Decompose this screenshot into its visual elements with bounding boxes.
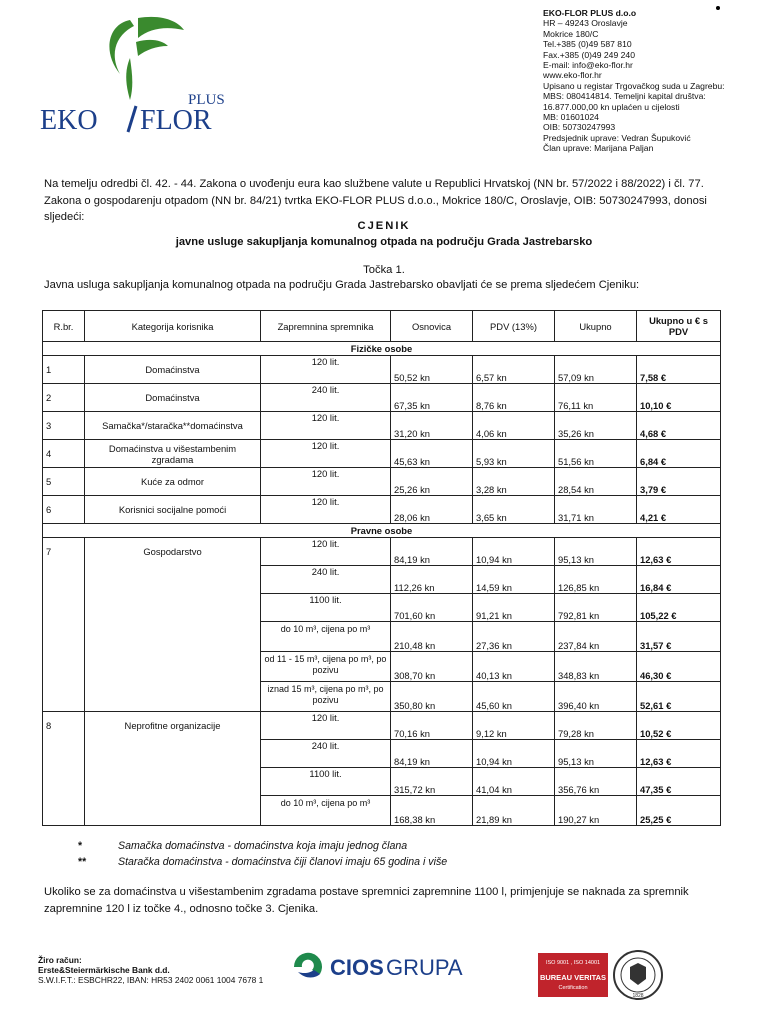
col-zapremnina: Zapremnina spremnika: [261, 311, 391, 342]
cell-ukupno: 31,71 kn: [555, 496, 637, 524]
cell-ukupno: 356,76 kn: [555, 768, 637, 796]
table-row: [43, 652, 721, 682]
cell-zapremnina: iznad 15 m³, cijena po m³, po pozivu: [261, 682, 391, 712]
cell-pdv: 27,36 kn: [473, 622, 555, 652]
cell-osnovica: 210,48 kn: [391, 622, 473, 652]
cell-zapremnina: 240 lit.: [261, 384, 391, 412]
cell-ukupno: 126,85 kn: [555, 566, 637, 594]
doc-subtitle: javne usluge sakupljanja komunalnog otpada na području Grada Jastrebarsko: [175, 236, 593, 248]
bank-label: Žiro račun:: [38, 955, 82, 965]
cell-zapremnina: 120 lit.: [261, 712, 391, 740]
company-line: Fax.+385 (0)49 249 240: [543, 49, 635, 60]
cell-ukupno: 51,56 kn: [555, 440, 637, 468]
cell-osnovica: 168,38 kn: [391, 796, 473, 826]
cell-kategorija: [85, 768, 261, 796]
cell-kategorija: [85, 796, 261, 826]
cell-osnovica: 28,06 kn: [391, 496, 473, 524]
cell-osnovica: 84,19 kn: [391, 538, 473, 566]
cell-pdv: 10,94 kn: [473, 740, 555, 768]
company-line: www.eko-flor.hr: [543, 70, 602, 81]
cell-rbr: [43, 682, 85, 712]
cell-osnovica: 701,60 kn: [391, 594, 473, 622]
cell-rbr: [43, 566, 85, 594]
col-kategorija: Kategorija korisnika: [85, 311, 261, 342]
cell-ukupno-eur: 31,57 €: [637, 622, 721, 652]
cell-zapremnina: od 11 - 15 m³, cijena po m³, po pozivu: [261, 652, 391, 682]
cell-ukupno-eur: 105,22 €: [637, 594, 721, 622]
cell-osnovica: 350,80 kn: [391, 682, 473, 712]
cell-osnovica: 308,70 kn: [391, 652, 473, 682]
cell-rbr: 5: [43, 468, 85, 496]
ukoliko-paragraph: Ukoliko se za domaćinstva u višestambenim zgradama postave spremnici zapremnine 1100 l, primjenjuje se naknada za spremnik zapremnine 120 l iz točke 4., odnosno točke 3. Cjenika.: [44, 886, 689, 915]
company-line: MBS: 080414814. Temeljni kapital društva:: [543, 91, 706, 102]
cell-pdv: 41,04 kn: [473, 768, 555, 796]
col-ukupno-eur: Ukupno u € s PDV: [637, 311, 721, 342]
table-row: [43, 796, 721, 826]
cell-ukupno-eur: 12,63 €: [637, 538, 721, 566]
cell-pdv: 3,28 kn: [473, 468, 555, 496]
cell-ukupno-eur: 16,84 €: [637, 566, 721, 594]
table-row: [43, 384, 721, 412]
cell-ukupno: 95,13 kn: [555, 538, 637, 566]
table-row: [43, 496, 721, 524]
footnote-text: Staračka domaćinstva - domaćinstva čiji članovi imaju 65 godina i više: [118, 856, 448, 868]
cios-grupa-logo: [290, 950, 500, 984]
cell-ukupno-eur: 4,21 €: [637, 496, 721, 524]
cell-ukupno-eur: 25,25 €: [637, 796, 721, 826]
cios-b: GRUPA: [386, 955, 463, 980]
cell-kategorija: [85, 594, 261, 622]
company-line: Upisano u registar Trgovačkog suda u Zagrebu:: [543, 80, 725, 91]
cell-ukupno: 348,83 kn: [555, 652, 637, 682]
cell-rbr: [43, 594, 85, 622]
cell-pdv: 40,13 kn: [473, 652, 555, 682]
cell-ukupno: 35,26 kn: [555, 412, 637, 440]
cios-a: CIOS: [330, 955, 384, 980]
company-line: MB: 01601024: [543, 112, 599, 123]
footnote-mark: **: [78, 856, 87, 868]
cell-zapremnina: 120 lit.: [261, 412, 391, 440]
footnote-mark: *: [78, 840, 83, 852]
company-line: HR – 49243 Oroslavje: [543, 18, 628, 29]
cell-osnovica: 45,63 kn: [391, 440, 473, 468]
cell-osnovica: 315,72 kn: [391, 768, 473, 796]
cell-osnovica: 31,20 kn: [391, 412, 473, 440]
eko-flor-logo: [38, 12, 238, 137]
cell-ukupno: 57,09 kn: [555, 356, 637, 384]
cell-ukupno: 95,13 kn: [555, 740, 637, 768]
table-row: [43, 740, 721, 768]
cell-kategorija: [85, 682, 261, 712]
cell-ukupno-eur: 47,35 €: [637, 768, 721, 796]
cell-ukupno: 28,54 kn: [555, 468, 637, 496]
logo-plus: PLUS: [188, 92, 225, 108]
cell-zapremnina: 120 lit.: [261, 496, 391, 524]
cell-ukupno-eur: 3,79 €: [637, 468, 721, 496]
section-label: Fizičke osobe: [43, 342, 721, 356]
tocka-heading: Točka 1.: [363, 264, 405, 276]
footnote: [78, 854, 447, 870]
cell-rbr: 2: [43, 384, 85, 412]
cell-ukupno: 76,11 kn: [555, 384, 637, 412]
cell-osnovica: 84,19 kn: [391, 740, 473, 768]
cell-osnovica: 67,35 kn: [391, 384, 473, 412]
company-line: Član uprave: Marijana Paljan: [543, 143, 654, 154]
cell-kategorija: [85, 622, 261, 652]
section-row: [43, 342, 721, 356]
bank-iban: S.W.I.F.T.: ESBCHR22, IBAN: HR53 2402 0061 1004 7678 1: [38, 975, 264, 985]
table-row: [43, 440, 721, 468]
col-pdv: PDV (13%): [473, 311, 555, 342]
company-line: E-mail: info@eko-flor.hr: [543, 60, 633, 71]
table-row: [43, 356, 721, 384]
cell-pdv: 14,59 kn: [473, 566, 555, 594]
cell-zapremnina: do 10 m³, cijena po m³: [261, 622, 391, 652]
cell-ukupno: 79,28 kn: [555, 712, 637, 740]
company-line: Tel.+385 (0)49 587 810: [543, 39, 632, 50]
cell-kategorija: Samačka*/staračka**domaćinstva: [85, 412, 261, 440]
bank-name: Erste&Steiermärkische Bank d.d.: [38, 965, 170, 975]
bv-cert: Certification: [558, 985, 588, 991]
cell-pdv: 6,57 kn: [473, 356, 555, 384]
cell-osnovica: 50,52 kn: [391, 356, 473, 384]
cell-rbr: [43, 740, 85, 768]
cell-ukupno-eur: 10,10 €: [637, 384, 721, 412]
cell-zapremnina: 240 lit.: [261, 740, 391, 768]
footnote: [78, 838, 447, 854]
cell-rbr: [43, 796, 85, 826]
cell-pdv: 9,12 kn: [473, 712, 555, 740]
cell-zapremnina: 120 lit.: [261, 356, 391, 384]
col-rbr: R.br.: [43, 311, 85, 342]
intro-paragraph: Na temelju odredbi čl. 42. - 44. Zakona o uvođenju eura kao službene valute u Republici Hrvatskoj (NN br. 57/2022 i 88/2022) i čl. 77. Zakona o gospodarenju otpadom (NN br. 84/21) tvrtka EKO-FLOR PLUS d.o.o., Mokrice 180/C, Oroslavje, OIB: 50730247993, donosi sljedeći:: [44, 178, 707, 223]
cell-kategorija: [85, 566, 261, 594]
cell-zapremnina: 120 lit.: [261, 468, 391, 496]
doc-title: CJENIK: [357, 220, 411, 232]
cell-zapremnina: 1100 lit.: [261, 594, 391, 622]
cell-kategorija: Kuće za odmor: [85, 468, 261, 496]
table-row: [43, 622, 721, 652]
bv-name: BUREAU VERITAS: [539, 973, 607, 982]
cell-rbr: 3: [43, 412, 85, 440]
cell-rbr: [43, 652, 85, 682]
cell-ukupno-eur: 4,68 €: [637, 412, 721, 440]
company-info: [543, 8, 725, 154]
cios-mark-icon: [294, 953, 322, 974]
cell-kategorija: Domaćinstva u višestambenim zgradama: [85, 440, 261, 468]
cell-zapremnina: do 10 m³, cijena po m³: [261, 796, 391, 826]
cell-rbr: 8: [43, 712, 85, 740]
cell-zapremnina: 1100 lit.: [261, 768, 391, 796]
cell-kategorija: Domaćinstva: [85, 356, 261, 384]
cell-pdv: 3,65 kn: [473, 496, 555, 524]
cell-ukupno: 792,81 kn: [555, 594, 637, 622]
cell-kategorija: [85, 740, 261, 768]
footnote-text: Samačka domaćinstva - domaćinstva koja imaju jednog člana: [118, 840, 408, 852]
cell-osnovica: 112,26 kn: [391, 566, 473, 594]
cell-rbr: [43, 622, 85, 652]
cell-zapremnina: 120 lit.: [261, 538, 391, 566]
col-osnovica: Osnovica: [391, 311, 473, 342]
cell-kategorija: Korisnici socijalne pomoći: [85, 496, 261, 524]
table-row: [43, 682, 721, 712]
table-row: [43, 594, 721, 622]
cell-pdv: 45,60 kn: [473, 682, 555, 712]
section-label: Pravne osobe: [43, 524, 721, 538]
company-line: OIB: 50730247993: [543, 122, 616, 133]
cell-ukupno-eur: 52,61 €: [637, 682, 721, 712]
price-table: [42, 310, 721, 826]
cell-pdv: 4,06 kn: [473, 412, 555, 440]
bank-info: [38, 955, 263, 985]
logo-flor: FLOR: [140, 105, 212, 136]
table-row: [43, 768, 721, 796]
table-row: [43, 468, 721, 496]
cell-ukupno: 396,40 kn: [555, 682, 637, 712]
table-row: [43, 412, 721, 440]
section-row: [43, 524, 721, 538]
javna-paragraph: Javna usluga sakupljanja komunalnog otpada na području Grada Jastrebarsko obavljati će se prema sljedećem Cjeniku:: [44, 279, 640, 291]
bureau-veritas-badge: [538, 945, 664, 1005]
cell-rbr: 4: [43, 440, 85, 468]
cell-ukupno-eur: 12,63 €: [637, 740, 721, 768]
cell-rbr: 1: [43, 356, 85, 384]
cell-kategorija: [85, 652, 261, 682]
cell-rbr: [43, 768, 85, 796]
cell-zapremnina: 240 lit.: [261, 566, 391, 594]
cell-pdv: 21,89 kn: [473, 796, 555, 826]
cell-ukupno-eur: 7,58 €: [637, 356, 721, 384]
cell-pdv: 8,76 kn: [473, 384, 555, 412]
footnotes: [78, 838, 447, 870]
cell-ukupno: 190,27 kn: [555, 796, 637, 826]
table-row: [43, 712, 721, 740]
company-line: EKO-FLOR PLUS d.o.o: [543, 8, 637, 18]
cell-osnovica: 25,26 kn: [391, 468, 473, 496]
col-ukupno: Ukupno: [555, 311, 637, 342]
company-line: Predsjednik uprave: Vedran Šupuković: [543, 132, 691, 143]
logo-eko: EKO: [40, 105, 98, 136]
cell-rbr: 6: [43, 496, 85, 524]
cell-pdv: 10,94 kn: [473, 538, 555, 566]
cell-kategorija: Domaćinstva: [85, 384, 261, 412]
company-line: Mokrice 180/C: [543, 28, 599, 39]
table-row: [43, 566, 721, 594]
company-line: 16.877.000,00 kn uplaćen u cijelosti: [543, 101, 680, 112]
cell-rbr: 7: [43, 538, 85, 566]
table-row: [43, 538, 721, 566]
cell-kategorija: Neprofitne organizacije: [85, 712, 261, 740]
cell-zapremnina: 120 lit.: [261, 440, 391, 468]
cell-kategorija: Gospodarstvo: [85, 538, 261, 566]
cell-pdv: 91,21 kn: [473, 594, 555, 622]
bv-year: 1828: [632, 993, 644, 999]
cell-osnovica: 70,16 kn: [391, 712, 473, 740]
cell-ukupno: 237,84 kn: [555, 622, 637, 652]
bv-iso: ISO 9001 , ISO 14001: [545, 960, 601, 966]
cell-ukupno-eur: 46,30 €: [637, 652, 721, 682]
cell-ukupno-eur: 6,84 €: [637, 440, 721, 468]
cell-pdv: 5,93 kn: [473, 440, 555, 468]
cell-ukupno-eur: 10,52 €: [637, 712, 721, 740]
table-header-row: [43, 311, 721, 342]
